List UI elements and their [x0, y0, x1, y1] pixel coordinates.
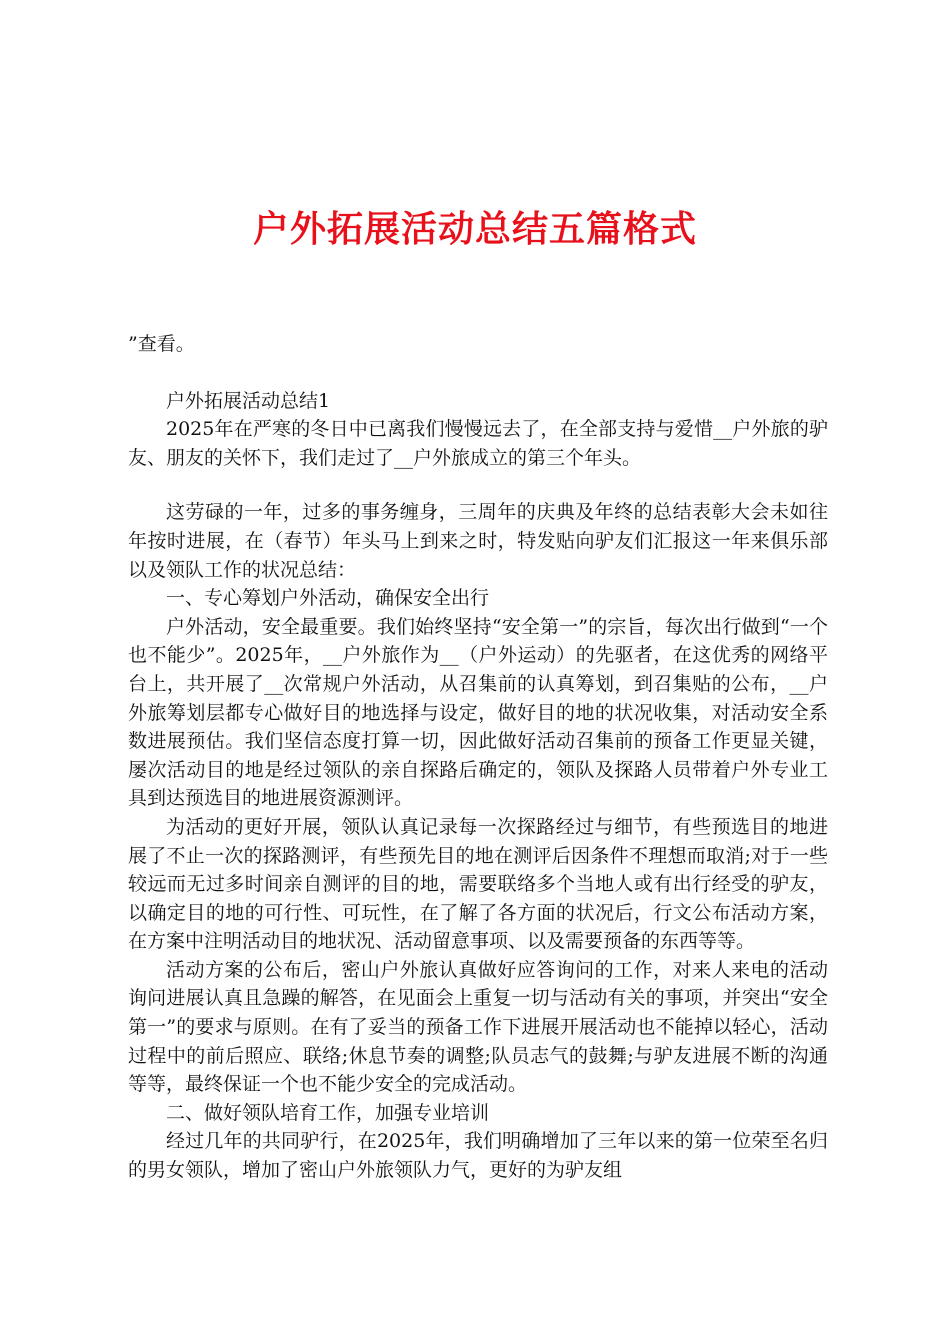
- paragraph: 户外活动，安全最重要。我们始终坚持“安全第一”的宗旨，每次出行做到“一个也不能少”。2025年，__户外旅作为__（户外运动）的先驱者，在这优秀的网络平台上，共开展了__次常规户外活动，从召集前的认真筹划，到召集贴的公布，__户外旅筹划层都专心做好目的地选择与设定，做好目的地的状况收集，对活动安全系数进展预估。我们坚信态度打算一切，因此做好活动召集前的预备工作更显关键，屡次活动目的地是经过领队的亲自探路后确定的，领队及探路人员带着户外专业工具到达预选目的地进展资源测评。: [128, 615, 828, 810]
- document-body: [128, 330, 828, 1185]
- paragraph: 这劳碌的一年，过多的事务缠身，三周年的庆典及年终的总结表彰大会未如往年按时进展，在（春节）年头马上到来之时，特发贴向驴友们汇报这一年来俱乐部以及领队工作的状况总结：: [128, 501, 828, 581]
- paragraph: 经过几年的共同驴行，在2025年，我们明确增加了三年以来的第一位荣至名归的男女领队，增加了密山户外旅领队力气，更好的为驴友组: [128, 1130, 828, 1182]
- document-title: 户外拓展活动总结五篇格式: [252, 209, 697, 250]
- subsection-heading: 二、做好领队培育工作，加强专业培训: [166, 1101, 490, 1124]
- paragraph: 为活动的更好开展，领队认真记录每一次探路经过与细节，有些预选目的地进展了不止一次的探路测评，有些预先目的地在测评后因条件不理想而取消;对于一些较远而无过多时间亲自测评的目的地，需要联络多个当地人或有出行经受的驴友，以确定目的地的可行性、可玩性，在了解了各方面的状况后，行文公布活动方案，在方案中注明活动目的地状况、活动留意事项、以及需要预备的东西等等。: [128, 815, 828, 953]
- subsection-heading: 一、专心筹划户外活动，确保安全出行: [166, 587, 490, 610]
- paragraph-intro: ”查看。: [128, 333, 195, 355]
- section-heading: 户外拓展活动总结1: [166, 389, 331, 412]
- paragraph: 活动方案的公布后，密山户外旅认真做好应答询问的工作，对来人来电的活动询问进展认真且急躁的解答，在见面会上重复一切与活动有关的事项，并突出“安全第一”的要求与原则。在有了妥当的预备工作下进展开展活动也不能掉以轻心，活动过程中的前后照应、联络;休息节奏的调整;队员志气的鼓舞;与驴友进展不断的沟通等等，最终保证一个也不能少安全的完成活动。: [128, 958, 828, 1096]
- paragraph: 2025年在严寒的冬日中已离我们慢慢远去了，在全部支持与爱惜__户外旅的驴友、朋友的关怀下，我们走过了__户外旅成立的第三个年头。: [128, 418, 828, 469]
